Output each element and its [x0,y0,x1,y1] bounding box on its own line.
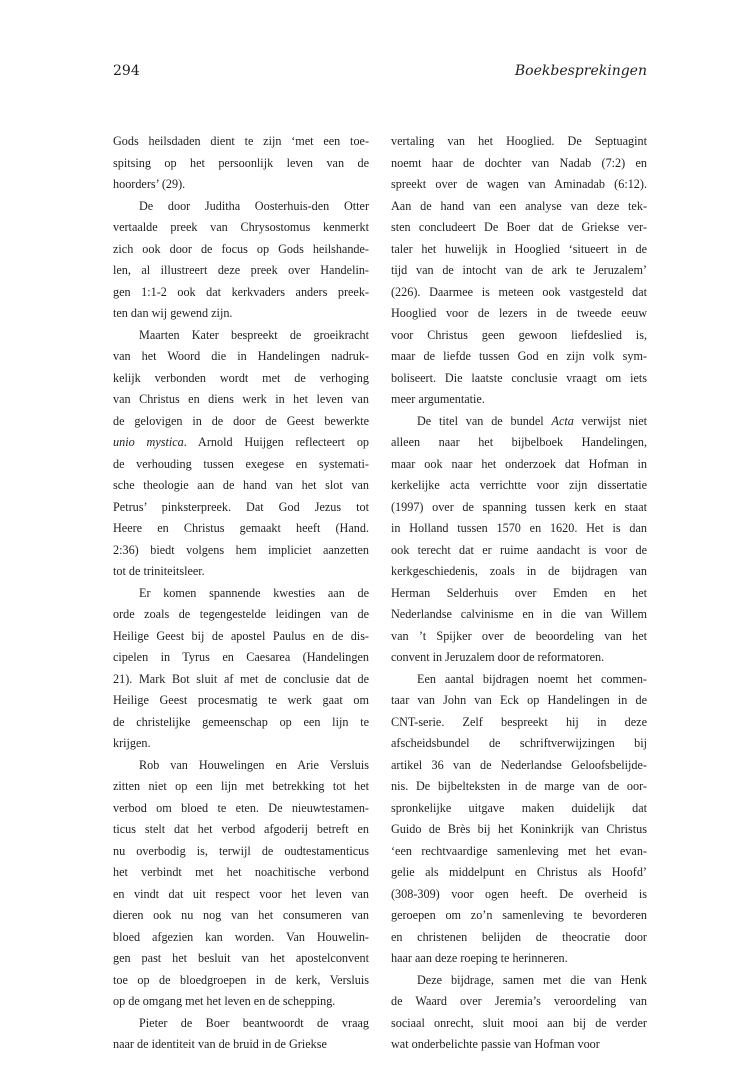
running-title: Boekbesprekingen [514,63,647,79]
text-line: van ’t Spijker over de beoordeling van het [391,628,647,643]
text-line: zich ook door de focus op Gods heilshande- [113,241,369,256]
text-line: in Holland tussen 1570 en 1620. Het is dan [391,521,647,535]
text-line: (226). Daarmee is meteen ook vastgesteld dat [391,284,647,299]
text-line: boliseert. Die laatste conclusie vraagt om iets [391,370,647,385]
text-line: vertaalde preek van Chrysostomus kenmerkt [113,220,369,234]
paragraph [113,1013,369,1056]
paragraph [113,583,369,755]
left-column [113,131,369,1056]
text-line: ‘een rechtvaardige samenleving met het evan- [391,843,647,858]
text-line: Een aantal bijdragen noemt het commen- [417,671,647,686]
text-line: 2:36) biedt volgens hem impliciet aanzetten [113,542,369,557]
text-line: kelijk verbonden wordt met de verhoging [113,370,369,385]
text-line: wat onderbelichte passie van Hofman voor [391,1037,600,1051]
text-line: unio mystica. Arnold Huijgen reflecteert op [113,435,370,449]
paragraph [113,325,369,583]
text-line: sten concludeert De Boer dat de Griekse ver- [391,220,647,234]
text-line: Petrus’ pinksterpreek. Dat God Jezus tot [113,499,369,514]
text-line: convent in Jeruzalem door de reformatoren. [391,650,605,664]
running-header [113,63,647,83]
text-line: Gods heilsdaden dient te zijn ‘met een toe- [113,134,369,148]
text-line: zitten niet op een lijn met betrekking tot het [113,779,369,793]
text-line: artikel 36 van de Nederlandse Geloofsbelijde- [391,757,647,772]
text-line: ten dan wij gewend zijn. [113,306,233,320]
text-line: taler het huwelijk in Hooglied ‘situeert in de [391,241,647,256]
text-line: De titel van de bundel Acta verwijst niet [417,413,648,428]
paragraph [113,131,369,196]
text-line: (308-309) voor ogen heeft. De overheid is [391,886,647,901]
text-line: Pieter de Boer beantwoordt de vraag [139,1015,369,1030]
text-line: Guido de Brès bij het Koninkrijk van Christus [391,822,647,836]
text-line: bloed afgezien kan worden. Van Houwelin- [113,929,369,944]
text-line: de gelovigen in de door de Geest bewerkte [113,413,369,428]
text-line: alleen naar het bijbelboek Handelingen, [391,435,647,449]
text-line: de verhouding tussen exegese en systemati- [113,456,369,471]
text-line: Aan de hand van een analyse van deze tek- [391,198,647,213]
text-line: Herman Selderhuis over Emden en het [391,585,647,600]
italic-term: Acta [551,413,574,428]
text-line: toe op de bloedgroepen in de kerk, Versluis [113,972,369,987]
text-line: naar de identiteit van de bruid in de Griekse [113,1037,327,1051]
text-line: ticus stelt dat het verbod afgoderij betreft en [113,822,369,836]
paragraph [391,669,647,970]
text-line: Nederlandse calvinisme en in die van Willem [391,607,647,621]
text-line: afscheidsbundel de schriftverwijzingen bij [391,736,647,750]
text-line: meer argumentatie. [391,392,485,406]
text-line: geroepen om zo’n samenleving te bevorderen [391,908,647,922]
text-line: het verbindt met het noachitische verbond [113,865,369,879]
text-line: van Christus en diens werk in het leven van [113,392,369,406]
text-line: de Waard over Jeremia’s veroordeling van [391,994,647,1008]
text-line: spreekt over de wagen van Aminadab (6:12). [391,177,647,191]
text-line: CNT-serie. Zelf bespreekt hij in deze [391,714,647,729]
text-line: Maarten Kater bespreekt de groeikracht [139,327,369,342]
text-line: maar ook naar het onderzoek dat Hofman in [391,456,647,471]
paragraph [113,196,369,325]
text-line: sche theologie aan de hand van het slot van [113,478,369,492]
text-line: nu overbodig is, terwijl de oudtestamenticus [113,843,369,858]
text-line: spronkelijke uitgave maken duidelijk dat [391,800,647,815]
text-line: Heilige Geest bij de apostel Paulus en de dis- [113,628,369,643]
text-line: dieren ook nu nog van het consumeren van [113,908,369,922]
text-line: nis. De bijbelteksten in de marge van de oor- [391,779,647,793]
text-line: cipelen in Tyrus en Caesarea (Handelingen [113,650,369,664]
text-line: krijgen. [113,736,151,750]
paragraph [113,755,369,1013]
text-line: gelie als middelpunt en Christus als Hoofd’ [391,865,647,879]
text-line: sociaal onrecht, sluit mooi aan bij de verder [391,1015,647,1030]
text-line: kerkgeschiedenis, zoals in de bijdragen van [391,564,647,578]
text-line: noemt haar de dochter van Nadab (7:2) en [391,155,647,170]
text-line: en christenen belijden de theocratie door [391,929,647,944]
text-line: verbod om bloed te eten. De nieuwtestamen- [113,800,369,815]
paragraph [391,131,647,411]
text-line: op de omgang met het leven en de schepping. [113,994,336,1008]
text-line: de christelijke gemeenschap op een lijn te [113,714,369,729]
text-line: len, al illustreert deze preek over Handelin- [113,263,369,277]
text-line: Rob van Houwelingen en Arie Versluis [139,757,369,772]
text-line: spitsing op het persoonlijk leven van de [113,155,369,170]
text-line: Er komen spannende kwesties aan de [139,585,369,600]
text-line: Heere en Christus gemaakt heeft (Hand. [113,521,369,535]
text-line: taar van John van Eck op Handelingen in de [391,693,647,707]
text-line: vertaling van het Hooglied. De Septuagint [391,134,647,148]
text-line: ook terecht dat er ruime aandacht is voor de [391,542,647,557]
text-line: tijd van de intocht van de ark te Jeruzalem’ [391,263,647,277]
right-column [391,131,647,1056]
text-line: voor Christus geen gewoon liefdeslied is, [391,327,647,342]
text-line: Hooglied voor de lezers in de tweede eeuw [391,306,647,320]
text-line: tot de triniteitsleer. [113,564,205,578]
text-line: 21). Mark Bot sluit af met de conclusie dat de [113,671,369,686]
text-line: gen 1:1-2 ook dat kerkvaders anders preek- [113,284,369,299]
text-line: van het Woord die in Handelingen nadruk- [113,349,369,363]
text-line: Deze bijdrage, samen met die van Henk [417,972,647,987]
text-line: Heilige Geest procesmatig te werk gaat om [113,693,369,707]
text-line: hoorders’ (29). [113,177,186,191]
text-line: kerkelijke acta verrichtte voor zijn dissertatie [391,478,647,492]
paragraph [391,970,647,1056]
text-line: (1997) over de spanning tussen kerk en staat [391,499,647,514]
page-number: 294 [113,63,140,79]
text-line: De door Juditha Oosterhuis-den Otter [139,198,369,213]
text-line: haar aan deze roeping te herinneren. [391,951,568,965]
italic-term: unio mystica [113,435,184,449]
paragraph [391,411,647,669]
text-line: maar de liefde tussen God en zijn volk sym- [391,349,647,363]
text-line: en vindt dat uit respect voor het leven van [113,886,369,901]
text-line: gen past het besluit van het apostelconvent [113,951,369,965]
text-line: orde zoals de tegengestelde leidingen van de [113,607,369,621]
